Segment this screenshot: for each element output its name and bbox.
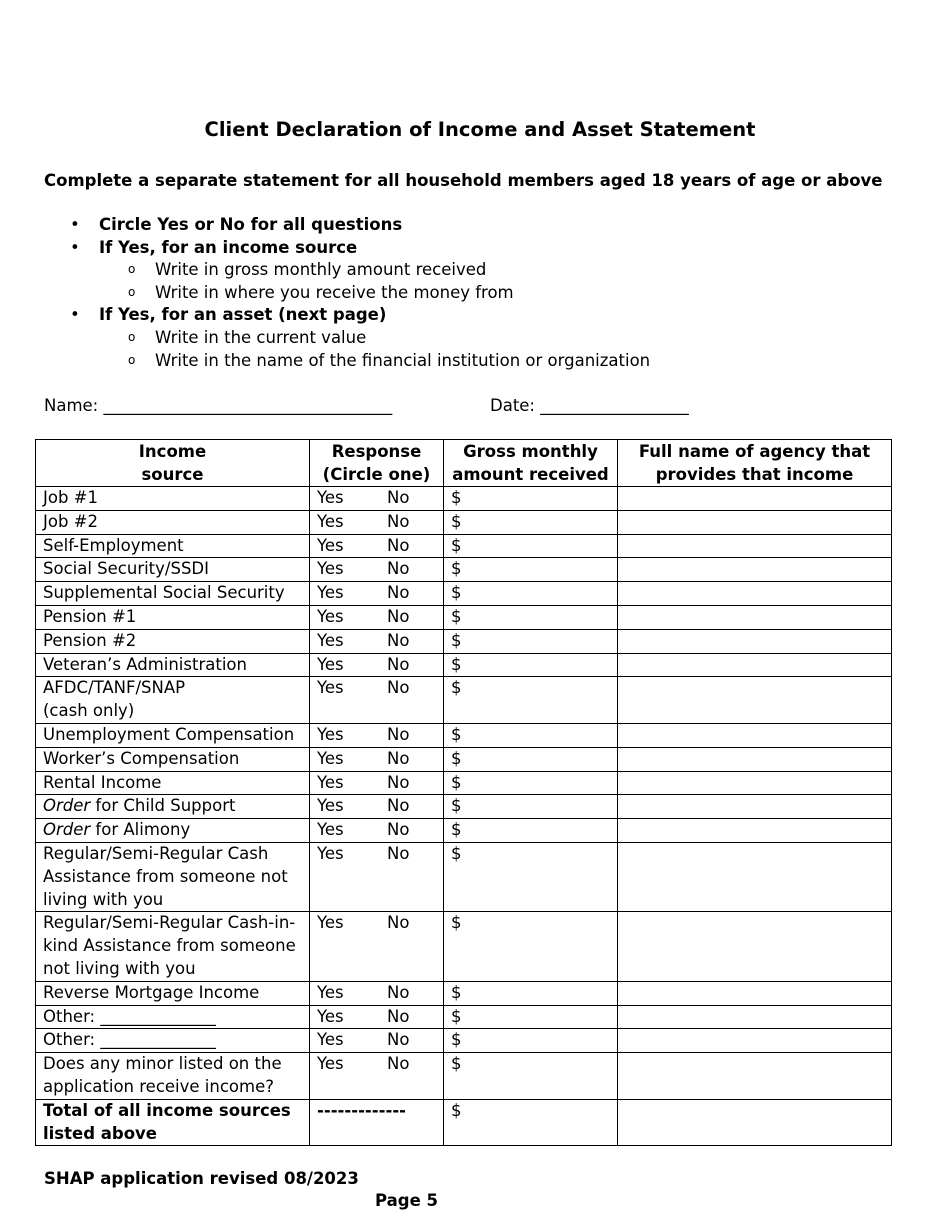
no-option[interactable]: No	[387, 678, 410, 698]
agency-name-cell[interactable]	[618, 653, 892, 677]
no-option[interactable]: No	[387, 654, 410, 674]
response-cell	[310, 723, 444, 747]
income-source-cell: Order for Child Support	[36, 795, 310, 819]
response-cell	[310, 582, 444, 606]
total-agency-cell[interactable]	[618, 1099, 892, 1146]
gross-amount-cell[interactable]: $	[444, 510, 618, 534]
gross-amount-cell[interactable]: $	[444, 558, 618, 582]
agency-name-cell[interactable]	[618, 605, 892, 629]
gross-amount-cell[interactable]: $	[444, 605, 618, 629]
response-cell	[310, 981, 444, 1005]
table-row	[36, 1005, 892, 1029]
income-source-cell: Unemployment Compensation	[36, 723, 310, 747]
no-option[interactable]: No	[387, 583, 410, 603]
income-source-cell: Job #1	[36, 487, 310, 511]
gross-amount-cell[interactable]: $	[444, 981, 618, 1005]
name-field[interactable]	[44, 396, 392, 415]
yes-option[interactable]: Yes	[317, 488, 344, 507]
agency-name-cell[interactable]	[618, 912, 892, 981]
gross-amount-cell[interactable]: $	[444, 582, 618, 606]
response-cell	[310, 510, 444, 534]
yes-option[interactable]: Yes	[317, 535, 344, 555]
date-label: Date:	[490, 396, 535, 415]
table-row	[36, 487, 892, 511]
gross-amount-cell[interactable]: $	[444, 1029, 618, 1053]
agency-name-cell[interactable]	[618, 795, 892, 819]
income-source-cell: Regular/Semi-Regular Cash Assistance from someone not living with you	[36, 842, 310, 911]
yes-option[interactable]: Yes	[317, 772, 344, 792]
gross-amount-cell[interactable]: $	[444, 795, 618, 819]
gross-amount-cell[interactable]: $	[444, 747, 618, 771]
table-header-row	[36, 440, 892, 487]
income-source-cell: Social Security/SSDI	[36, 558, 310, 582]
no-option[interactable]: No	[387, 1054, 410, 1074]
table-row	[36, 723, 892, 747]
response-cell	[310, 771, 444, 795]
no-option[interactable]: No	[387, 630, 410, 650]
gross-amount-cell[interactable]: $	[444, 653, 618, 677]
no-option[interactable]: No	[387, 511, 410, 531]
yes-option[interactable]: Yes	[317, 559, 344, 579]
income-source-cell: Self-Employment	[36, 534, 310, 558]
instruction-item: • If Yes, for an asset (next page)	[44, 304, 650, 327]
yes-option[interactable]: Yes	[317, 583, 344, 603]
agency-name-cell[interactable]	[618, 1029, 892, 1053]
instruction-list	[44, 214, 650, 372]
table-row	[36, 510, 892, 534]
agency-name-cell[interactable]	[618, 534, 892, 558]
no-option[interactable]: No	[387, 796, 410, 816]
income-source-cell: Pension #1	[36, 605, 310, 629]
yes-option[interactable]: Yes	[317, 1030, 344, 1050]
agency-name-cell[interactable]	[618, 582, 892, 606]
instruction-item: • If Yes, for an income source	[44, 237, 650, 260]
no-option[interactable]: No	[387, 820, 410, 840]
table-row	[36, 582, 892, 606]
table-row	[36, 653, 892, 677]
no-option[interactable]: No	[387, 488, 410, 507]
table-row	[36, 677, 892, 724]
table-row	[36, 1029, 892, 1053]
income-source-cell: Other: ______________	[36, 1029, 310, 1053]
response-cell	[310, 677, 444, 724]
no-option[interactable]: No	[387, 913, 410, 933]
instruction-subitem: o Write in gross monthly amount received	[44, 259, 650, 282]
income-source-cell: Does any minor listed on the application receive income?	[36, 1053, 310, 1100]
yes-option[interactable]: Yes	[317, 606, 344, 626]
response-cell	[310, 605, 444, 629]
response-cell	[310, 487, 444, 511]
table-row	[36, 912, 892, 981]
footer-revision: SHAP application revised 08/2023	[44, 1169, 359, 1188]
page-title: Client Declaration of Income and Asset Statement	[204, 118, 756, 141]
name-blank[interactable]: ___________________________________	[103, 396, 393, 415]
no-option[interactable]: No	[387, 724, 410, 744]
response-cell	[310, 1053, 444, 1100]
agency-name-cell[interactable]	[618, 629, 892, 653]
income-table	[35, 439, 892, 1146]
yes-option[interactable]: Yes	[317, 982, 344, 1002]
instruction-item: • Circle Yes or No for all questions	[44, 214, 650, 237]
header-income-source: Income source	[36, 440, 310, 487]
table-row	[36, 747, 892, 771]
page-number: Page 5	[375, 1191, 439, 1210]
gross-amount-cell[interactable]: $	[444, 723, 618, 747]
agency-name-cell[interactable]	[618, 1005, 892, 1029]
no-option[interactable]: No	[387, 1030, 410, 1050]
income-source-cell: Pension #2	[36, 629, 310, 653]
yes-option[interactable]: Yes	[317, 511, 344, 531]
response-cell	[310, 1029, 444, 1053]
name-label: Name:	[44, 396, 99, 415]
yes-option[interactable]: Yes	[317, 843, 344, 863]
agency-name-cell[interactable]	[618, 1053, 892, 1100]
table-row	[36, 795, 892, 819]
date-blank[interactable]: __________________	[540, 396, 689, 415]
instruction-subitem: o Write in the name of the financial institution or organization	[44, 350, 650, 373]
response-cell	[310, 1005, 444, 1029]
gross-amount-cell[interactable]: $	[444, 487, 618, 511]
no-option[interactable]: No	[387, 535, 410, 555]
yes-option[interactable]: Yes	[317, 1054, 344, 1074]
gross-amount-cell[interactable]: $	[444, 771, 618, 795]
agency-name-cell[interactable]	[618, 510, 892, 534]
yes-option[interactable]: Yes	[317, 913, 344, 933]
table-row	[36, 534, 892, 558]
agency-name-cell[interactable]	[618, 747, 892, 771]
yes-option[interactable]: Yes	[317, 630, 344, 650]
agency-name-cell[interactable]	[618, 981, 892, 1005]
subtitle: Complete a separate statement for all household members aged 18 years of age or above	[44, 171, 883, 190]
header-gross-monthly: Gross monthly amount received	[444, 440, 618, 487]
total-amount-cell[interactable]: $	[444, 1099, 618, 1146]
no-option[interactable]: No	[387, 606, 410, 626]
gross-amount-cell[interactable]: $	[444, 1005, 618, 1029]
income-source-cell: Job #2	[36, 510, 310, 534]
no-option[interactable]: No	[387, 1006, 410, 1026]
gross-amount-cell[interactable]: $	[444, 842, 618, 911]
gross-amount-cell[interactable]: $	[444, 819, 618, 843]
total-label: Total of all income sources listed above	[36, 1099, 310, 1146]
yes-option[interactable]: Yes	[317, 1006, 344, 1026]
table-row	[36, 819, 892, 843]
no-option[interactable]: No	[387, 982, 410, 1002]
income-source-cell: Rental Income	[36, 771, 310, 795]
income-source-cell: Other: ______________	[36, 1005, 310, 1029]
response-cell	[310, 819, 444, 843]
no-option[interactable]: No	[387, 559, 410, 579]
no-option[interactable]: No	[387, 748, 410, 768]
response-cell	[310, 629, 444, 653]
income-source-cell: AFDC/TANF/SNAP (cash only)	[36, 677, 310, 724]
gross-amount-cell[interactable]: $	[444, 912, 618, 981]
yes-option[interactable]: Yes	[317, 654, 344, 674]
income-source-cell: Worker’s Compensation	[36, 747, 310, 771]
total-row	[36, 1099, 892, 1146]
response-cell	[310, 842, 444, 911]
agency-name-cell[interactable]	[618, 487, 892, 511]
table-row	[36, 1053, 892, 1100]
income-source-cell: Regular/Semi-Regular Cash-in- kind Assistance from someone not living with you	[36, 912, 310, 981]
income-source-cell: Reverse Mortgage Income	[36, 981, 310, 1005]
yes-option[interactable]: Yes	[317, 724, 344, 744]
date-field[interactable]	[490, 396, 689, 415]
response-cell	[310, 747, 444, 771]
table-row	[36, 605, 892, 629]
response-cell	[310, 795, 444, 819]
no-option[interactable]: No	[387, 843, 410, 863]
income-source-cell: Order for Alimony	[36, 819, 310, 843]
total-response-dashes: -------------	[310, 1099, 444, 1146]
table-row	[36, 981, 892, 1005]
gross-amount-cell[interactable]: $	[444, 629, 618, 653]
agency-name-cell[interactable]	[618, 842, 892, 911]
header-agency-name: Full name of agency that provides that income	[618, 440, 892, 487]
instruction-subitem: o Write in where you receive the money from	[44, 282, 650, 305]
yes-option[interactable]: Yes	[317, 678, 344, 698]
agency-name-cell[interactable]	[618, 677, 892, 724]
gross-amount-cell[interactable]: $	[444, 1053, 618, 1100]
table-row	[36, 771, 892, 795]
table-row	[36, 842, 892, 911]
gross-amount-cell[interactable]: $	[444, 534, 618, 558]
instruction-subitem: o Write in the current value	[44, 327, 650, 350]
yes-option[interactable]: Yes	[317, 820, 344, 840]
response-cell	[310, 912, 444, 981]
agency-name-cell[interactable]	[618, 723, 892, 747]
yes-option[interactable]: Yes	[317, 748, 344, 768]
gross-amount-cell[interactable]: $	[444, 677, 618, 724]
agency-name-cell[interactable]	[618, 558, 892, 582]
response-cell	[310, 558, 444, 582]
agency-name-cell[interactable]	[618, 771, 892, 795]
table-row	[36, 629, 892, 653]
response-cell	[310, 534, 444, 558]
income-source-cell: Supplemental Social Security	[36, 582, 310, 606]
response-cell	[310, 653, 444, 677]
table-row	[36, 558, 892, 582]
income-source-cell: Veteran’s Administration	[36, 653, 310, 677]
no-option[interactable]: No	[387, 772, 410, 792]
header-response: Response (Circle one)	[310, 440, 444, 487]
yes-option[interactable]: Yes	[317, 796, 344, 816]
agency-name-cell[interactable]	[618, 819, 892, 843]
